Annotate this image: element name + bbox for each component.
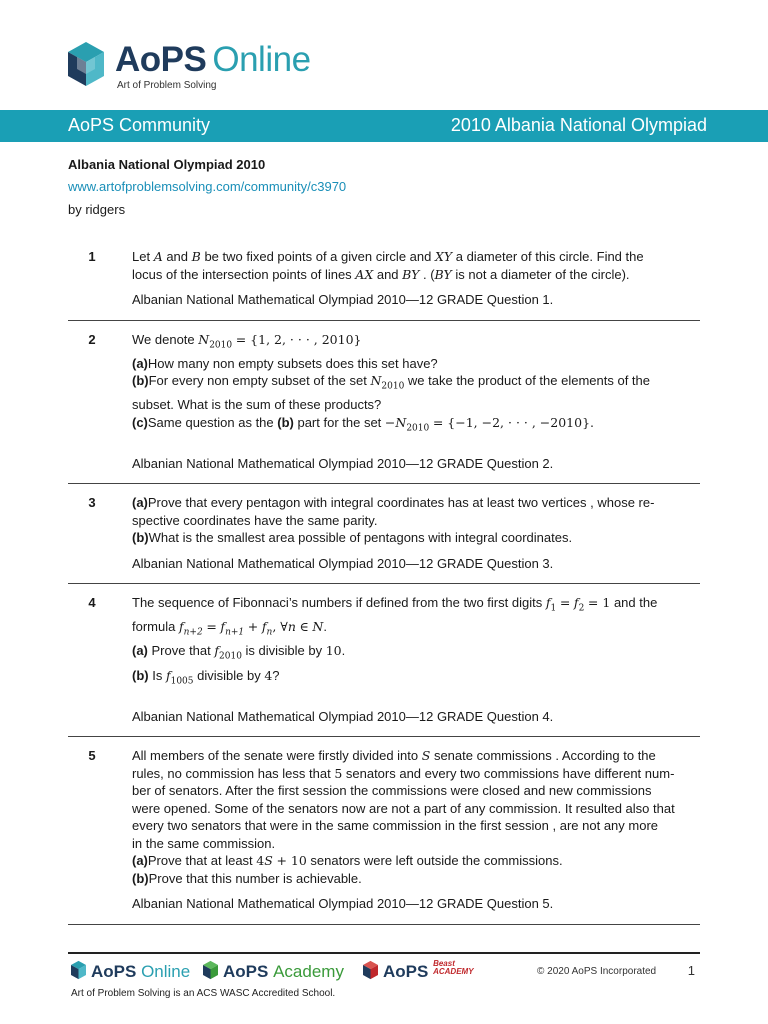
problem-number: 2 bbox=[88, 331, 96, 347]
divider bbox=[68, 924, 700, 925]
brand-subtitle: Art of Problem Solving bbox=[117, 80, 217, 91]
problem-statement: (a)Prove that every pentagon with integral coordinates has at least two vertices , whose re- spective coordinates have the same parity. (b)What is the smallest area possible of pentagons with integral coordinates. Albanian National Mathematical Olympiad 2010—12 GRADE Question 3. bbox=[132, 494, 700, 572]
problem-source: Albanian National Mathematical Olympiad 2010—12 GRADE Question 4. bbox=[132, 708, 554, 724]
problem-source: Albanian National Mathematical Olympiad 2010—12 GRADE Question 2. bbox=[132, 455, 554, 471]
document-title: Albania National Olympiad 2010 bbox=[68, 157, 266, 172]
problem-item bbox=[68, 747, 700, 913]
footer-divider bbox=[68, 952, 700, 954]
divider bbox=[68, 736, 700, 737]
aops-cube-icon bbox=[66, 40, 106, 88]
aops-cube-icon bbox=[70, 960, 87, 980]
problem-number: 3 bbox=[88, 495, 96, 511]
footer-aops-online-logo[interactable]: AoPS Online bbox=[70, 960, 190, 982]
problem-number: 5 bbox=[88, 748, 96, 764]
page-number: 1 bbox=[687, 963, 695, 978]
problem-list bbox=[68, 248, 700, 935]
footer bbox=[68, 958, 700, 988]
copyright: © 2020 AoPS Incorporated bbox=[537, 966, 657, 977]
problem-statement: We denote $N_{2010} = \{1$, 2, · · · , 2010} (a)How many non empty subsets does this set have? (b)For every non empty subset of the set $N_{2010}$ we take the product of the elements of the subset. What is the sum of these products? (c)Same question as the (b) part for the set $-N_{2010} = \{-1$, −2, · · · , −2010}. Albanian National Mathematical Olympiad 2010—12 GRADE Question 2. bbox=[132, 331, 700, 473]
problem-item bbox=[68, 494, 700, 572]
problem-source: Albanian National Mathematical Olympiad 2010—12 GRADE Question 1. bbox=[132, 292, 554, 307]
brand-name: AoPS Online bbox=[115, 40, 311, 79]
accreditation-note: Art of Problem Solving is an ACS WASC Accredited School. bbox=[71, 988, 336, 999]
problem-number: 1 bbox=[88, 249, 96, 264]
divider bbox=[68, 483, 700, 484]
problem-item bbox=[68, 594, 700, 725]
aops-cube-icon bbox=[362, 960, 379, 980]
problem-item bbox=[68, 248, 700, 309]
footer-aops-academy-logo[interactable]: AoPS Academy bbox=[202, 960, 344, 982]
aops-cube-icon bbox=[202, 960, 219, 980]
problem-statement: The sequence of Fibonnaci’s numbers if defined from the two first digits $f_1 = f_2 = 1$ and the formula $f_{n+2} = f_{n+1} + f_n$, ∀n ∈ N. (a) Prove that $f_{2010}$ is divisible by 10. (b) Is $f_{1005}$ divisible by 4? Albanian National Mathematical Olympiad 2010—12 GRADE Question 4. bbox=[132, 594, 700, 725]
community-link[interactable]: www.artofproblemsolving.com/community/c3970 bbox=[68, 179, 347, 194]
problem-source: Albanian National Mathematical Olympiad 2010—12 GRADE Question 3. bbox=[132, 555, 554, 571]
community-label: AoPS Community bbox=[68, 115, 211, 135]
author-line: by ridgers bbox=[68, 202, 126, 217]
divider bbox=[68, 320, 700, 321]
divider bbox=[68, 583, 700, 584]
problem-source: Albanian National Mathematical Olympiad 2010—12 GRADE Question 5. bbox=[132, 896, 554, 912]
header-banner bbox=[0, 110, 768, 142]
footer-beast-academy-logo[interactable]: AoPS Beast ACADEMY bbox=[362, 960, 474, 982]
problem-item bbox=[68, 331, 700, 473]
problem-statement: Let A and B be two fixed points of a given circle and XY a diameter of this circle. Find the locus of the intersection points of lines AX and BY . (BY is not a diameter of the circle). Albanian National Mathematical Olympiad 2010—12 GRADE Question 1. bbox=[132, 248, 700, 309]
problem-statement: All members of the senate were firstly divided into S senate commissions . According to the rules, no commission has less that 5 senators and every two commissions have different num- ber of senators. After the first session the commissions were closed and new commissions were opened. Some of the senators now are not a part of any commission. It resulted also that every two senators that were in the same commission in the first session , are not any more in the same commission. (a)Prove that at least 4S + 10 senators were left outside the commissions. (b)Prove that this number is achievable. Albanian National Mathematical Olympiad 2010—12 GRADE Question 5. bbox=[132, 747, 700, 913]
aops-online-logo[interactable] bbox=[66, 38, 326, 94]
contest-title: 2010 Albania National Olympiad bbox=[450, 115, 707, 135]
problem-number: 4 bbox=[88, 595, 96, 611]
